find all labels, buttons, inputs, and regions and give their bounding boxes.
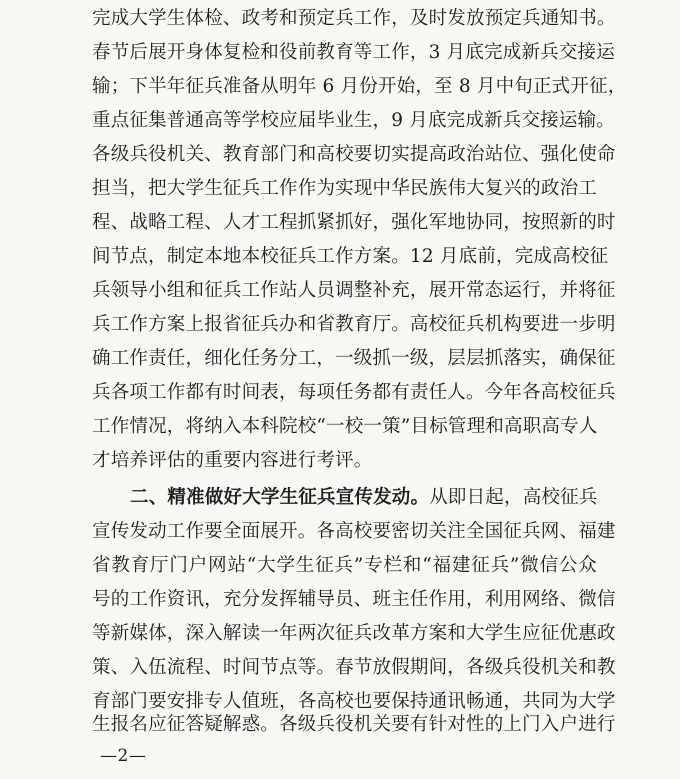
section-intro-text: 从即日起，高校征兵 [429,487,598,508]
body-text-line: 程、战略工程、人才工程抓紧抓好，强化军地协同，按照新的时 [92,212,616,233]
body-text-line: 输；下半年征兵准备从明年 6 月份开始，至 8 月中旬正式开征， [92,76,627,97]
body-text-line: 兵工作方案上报省征兵办和省教育厅。高校征兵机构要进一步明 [92,314,616,335]
body-text-line: 省教育厅门户网站“大学生征兵”专栏和“福建征兵”微信公众 [92,555,597,576]
body-text-line: 宣传发动工作要全面展开。各高校要密切关注全国征兵网、福建 [92,521,616,542]
body-text-line: 确工作责任，细化任务分工，一级抓一级，层层抓落实，确保征 [92,348,616,369]
body-text-line: 策、入伍流程、时间节点等。春节放假期间，各级兵役机关和教 [92,657,616,678]
body-text-line: 各级兵役机关、教育部门和高校要切实提高政治站位、强化使命 [92,144,616,165]
body-text-line: 等新媒体，深入解读一年两次征兵改革方案和大学生应征优惠政 [92,623,616,644]
body-text-line: 重点征集普通高等学校应届毕业生，9 月底完成新兵交接运输。 [92,110,615,131]
body-text-line: 春节后展开身体复检和役前教育等工作，3 月底完成新兵交接运 [92,42,615,63]
body-text-line: 号的工作资讯，充分发挥辅导员、班主任作用，利用网络、微信 [92,589,616,610]
body-text-line: 工作情况，将纳入本科院校“一校一策”目标管理和高职高专人 [92,416,598,437]
body-text-line: 担当，把大学生征兵工作作为实现中华民族伟大复兴的政治工 [92,178,597,199]
body-text-line: 完成大学生体检、政考和预定兵工作，及时发放预定兵通知书。 [92,8,616,29]
body-text-line: 兵领导小组和征兵工作站人员调整补充，展开常态运行，并将征 [92,280,616,301]
page-number: —2— [100,746,147,766]
section-heading: 二、精准做好大学生征兵宣传发动。 [130,487,430,508]
body-text-line: 才培养评估的重要内容进行考评。 [92,450,373,471]
body-text-line: 间节点，制定本地本校征兵工作方案。12 月底前，完成高校征 [92,246,609,267]
section-heading-line [130,483,597,513]
body-text-line: 育部门要安排专人值班，各高校也要保持通讯畅通，共同为大学 [92,691,616,712]
body-text-line: 生报名应征答疑解惑。各级兵役机关要有针对性的上门入户进行 [92,714,616,735]
body-text-line: 兵各项工作都有时间表，每项任务都有责任人。今年各高校征兵 [92,382,616,403]
